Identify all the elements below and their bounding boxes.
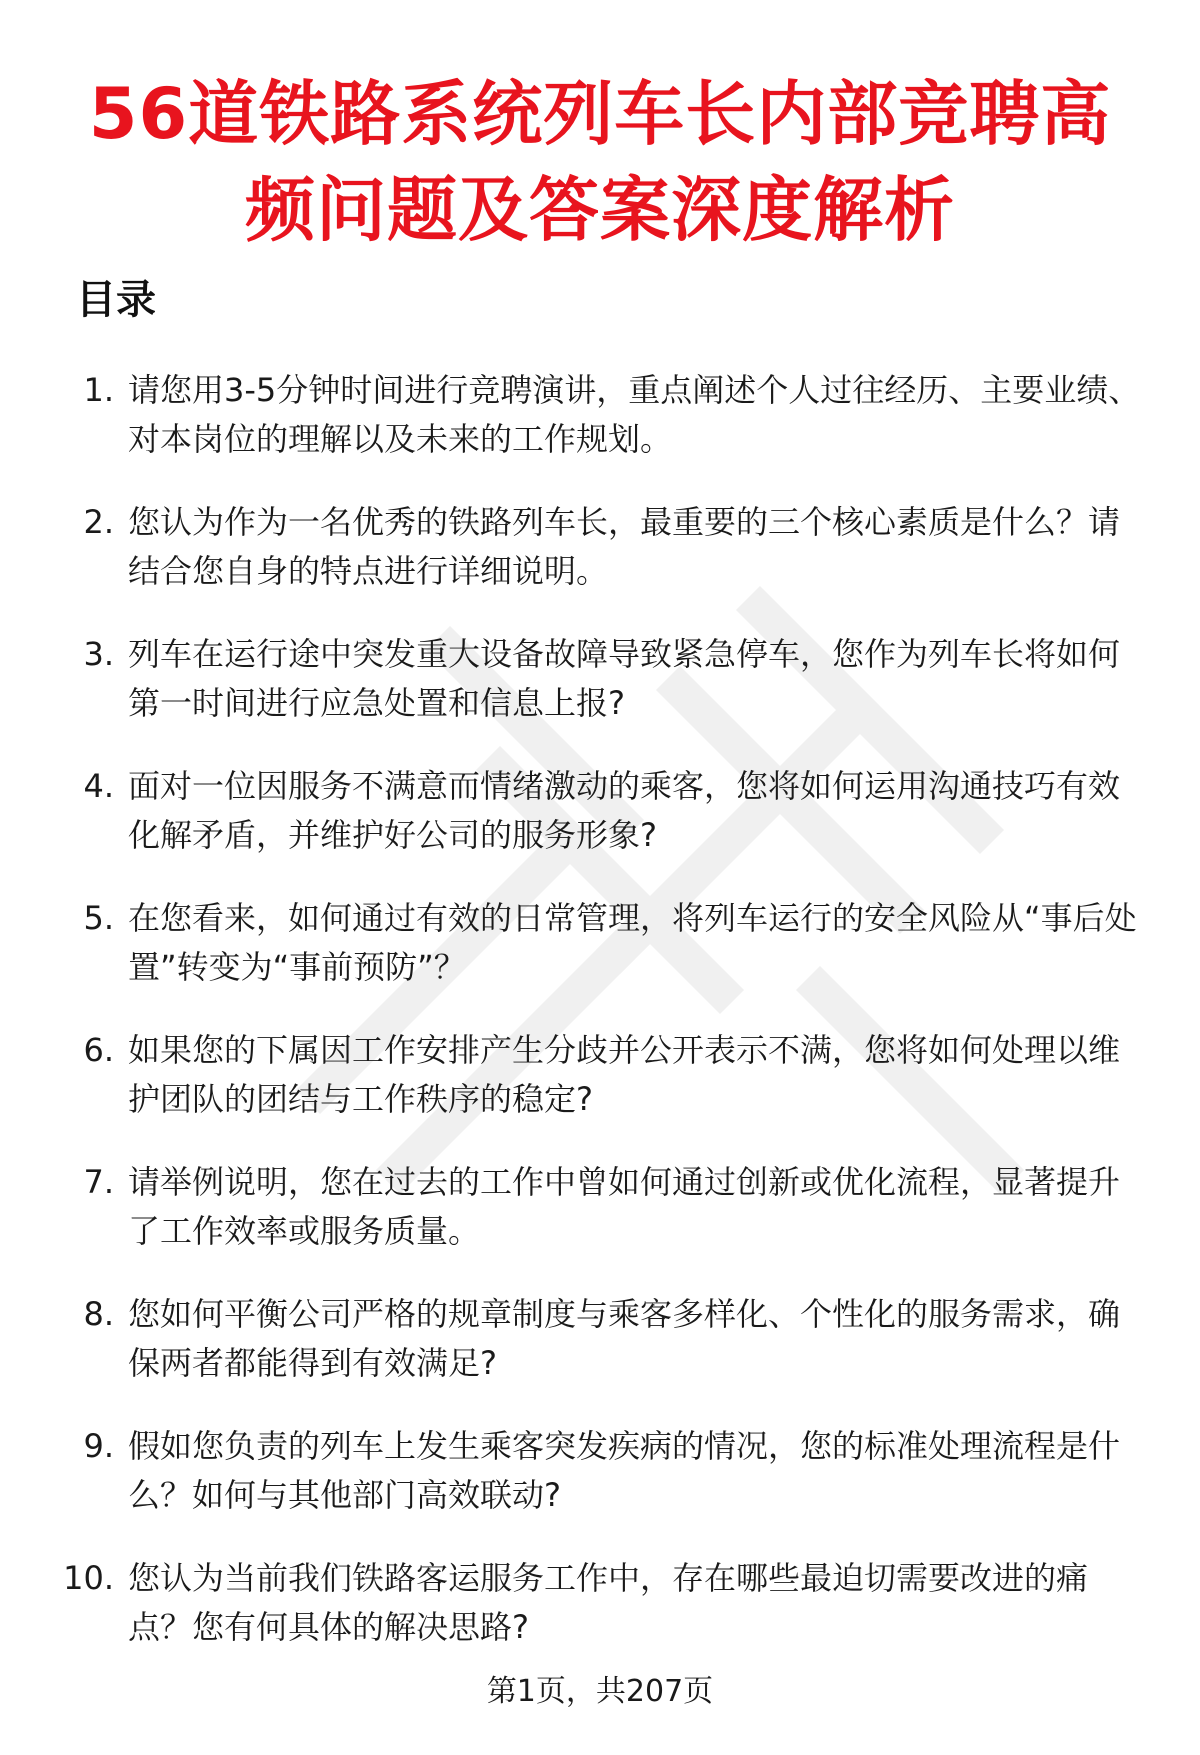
toc-item-text[interactable]: 假如您负责的列车上发生乘客突发疾病的情况，您的标准处理流程是什么？如何与其他部门高效联动? <box>128 1427 1121 1514</box>
toc-item-text[interactable]: 请举例说明，您在过去的工作中曾如何通过创新或优化流程，显著提升了工作效率或服务质量。 <box>128 1163 1121 1250</box>
toc-item-number: 4. <box>83 767 114 805</box>
toc-item <box>54 1026 1144 1124</box>
toc-item-number: 5. <box>83 899 114 937</box>
toc-list <box>54 366 1144 1686</box>
toc-item-number: 3. <box>83 635 114 673</box>
toc-item <box>54 762 1144 860</box>
toc-item-number: 9. <box>83 1427 114 1465</box>
toc-item-number: 8. <box>83 1295 114 1333</box>
toc-item-text[interactable]: 列车在运行途中突发重大设备故障导致紧急停车，您作为列车长将如何第一时间进行应急处置和信息上报? <box>128 635 1121 722</box>
toc-item-text[interactable]: 面对一位因服务不满意而情绪激动的乘客，您将如何运用沟通技巧有效化解矛盾，并维护好公司的服务形象? <box>128 767 1121 854</box>
toc-item <box>54 894 1144 992</box>
toc-item-text[interactable]: 您认为作为一名优秀的铁路列车长，最重要的三个核心素质是什么？请结合您自身的特点进行详细说明。 <box>128 503 1121 590</box>
page-footer: 第1页，共207页 <box>486 1674 714 1709</box>
toc-item <box>54 1422 1144 1520</box>
toc-item <box>54 1554 1144 1652</box>
toc-item-number: 6. <box>83 1031 114 1069</box>
toc-item <box>54 1158 1144 1256</box>
toc-item <box>54 1290 1144 1388</box>
toc-item-text[interactable]: 您如何平衡公司严格的规章制度与乘客多样化、个性化的服务需求，确保两者都能得到有效满足? <box>128 1295 1121 1382</box>
toc-item-text[interactable]: 请您用3-5分钟时间进行竞聘演讲，重点阐述个人过往经历、主要业绩、对本岗位的理解以及未来的工作规划。 <box>128 371 1141 458</box>
toc-item-text[interactable]: 如果您的下属因工作安排产生分歧并公开表示不满，您将如何处理以维护团队的团结与工作秩序的稳定? <box>128 1031 1121 1118</box>
toc-item-text[interactable]: 在您看来，如何通过有效的日常管理，将列车运行的安全风险从“事后处置”转变为“事前预防”？ <box>128 899 1137 986</box>
toc-item-number: 1. <box>83 371 114 409</box>
toc-heading: 目录 <box>76 277 156 323</box>
toc-item-number: 7. <box>83 1163 114 1201</box>
toc-item-text[interactable]: 您认为当前我们铁路客运服务工作中，存在哪些最迫切需要改进的痛点？您有何具体的解决思路? <box>128 1559 1089 1646</box>
toc-item-number: 10. <box>63 1559 114 1597</box>
document-title: 56道铁路系统列车长内部竞聘高频问题及答案深度解析 <box>88 73 1112 251</box>
toc-item-number: 2. <box>83 503 114 541</box>
toc-item <box>54 630 1144 728</box>
toc-item <box>54 498 1144 596</box>
toc-item <box>54 366 1144 464</box>
